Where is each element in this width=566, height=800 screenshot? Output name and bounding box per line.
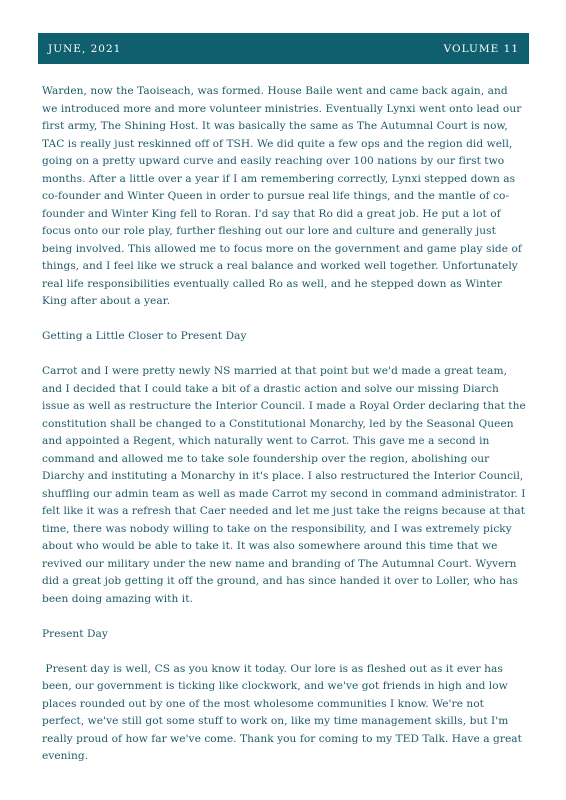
- article-body: [42, 83, 526, 783]
- paragraph-carrot: Carrot and I were pretty newly NS married at that point but we'd made a great team, and I decided that I could take a bit of a drastic action and solve our missing Diarch issue as well as restructure the Interior Council. I made a Royal Order declaring that the constitution shall be changed to a Constitutional Monarchy, led by the Seasonal Queen and appointed a Regent, which naturally went to Carrot. This gave me a second in command and allowed me to take sole foundership over the region, abolishing our Diarchy and instituting a Monarchy in it's place. I also restructured the Interior Council, shuffling our admin team as well as made Carrot my second in command administrator. I felt like it was a refresh that Caer needed and let me just take the reigns because at that time, there was nobody willing to take on the responsibility, and I was extremely picky about who would be able to take it. It was also somewhere around this time that we revived our military under the new name and branding of The Autumnal Court. Wyvern did a great job getting it off the ground, and has since handed it over to Loller, who has been doing amazing with it.: [42, 365, 526, 605]
- section-heading-present: Present Day: [42, 627, 108, 640]
- issue-volume: VOLUME 11: [443, 42, 519, 55]
- paragraph-warden: Warden, now the Taoiseach, was formed. House Baile went and came back again, and we introduced more and more volunteer ministries. Eventually Lynxi went onto lead our first army, The Shining Host. It was basically the same as The Autumnal Court is now, TAC is really just reskinned off of TSH. We did quite a few ops and the region did well, going on a pretty upward curve and easily reaching over 100 nations by our first two months. After a little over a year if I am remembering correctly, Lynxi stepped down as co-founder and Winter Queen in order to pursue real life things, and the mantle of co-founder and Winter King fell to Roran. I'd say that Ro did a great job. He put a lot of focus onto our role play, further fleshing out our lore and culture and generally just being involved. This allowed me to focus more on the government and game play side of things, and I feel like we struck a real balance and worked well together. Unfortunately real life responsibilities eventually called Ro as well, and he stepped down as Winter King after about a year.: [42, 85, 522, 307]
- section-heading-closer: Getting a Little Closer to Present Day: [42, 330, 247, 342]
- header-bar: [38, 33, 529, 64]
- issue-date: JUNE, 2021: [48, 42, 122, 55]
- paragraph-present: Present day is well, CS as you know it today. Our lore is as fleshed out as it ever has been, our government is ticking like clockwork, and we've got friends in high and low places rounded out by one of the most wholesome communities I know. We're not perfect, we've still got some stuff to work on, like my time management skills, but I'm really proud of how far we've come. Thank you for coming to my TED Talk. Have a great evening.: [42, 662, 526, 762]
